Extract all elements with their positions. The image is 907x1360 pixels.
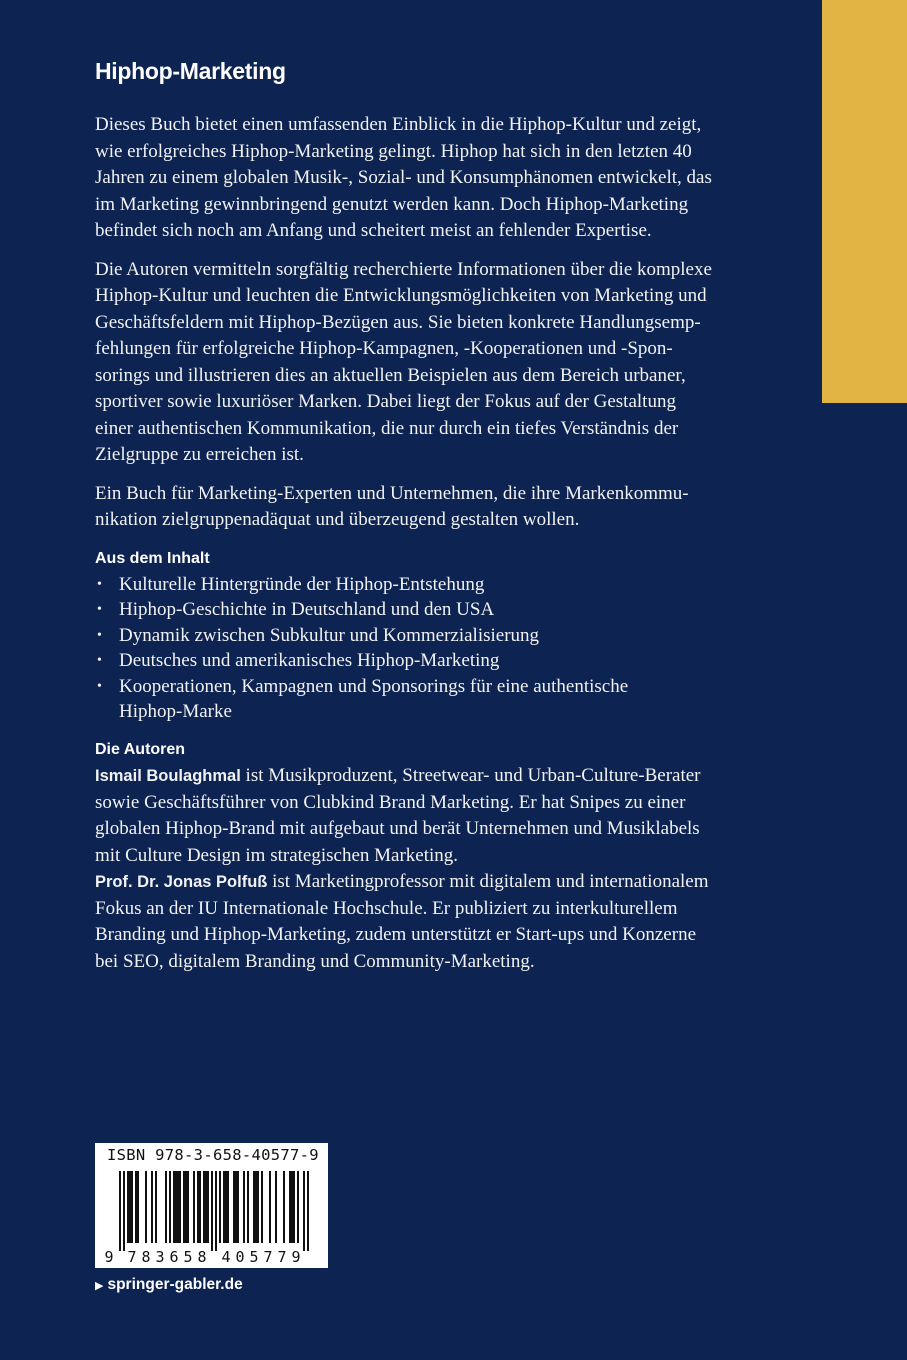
text-line: Zielgruppe zu erreichen ist. [95, 444, 304, 465]
text-line: fehlungen für erfolgreiche Hiphop-Kampagnen, -Kooperationen und -Spon- [95, 338, 673, 359]
list-item [95, 648, 755, 674]
authors-heading: Die Autoren [95, 741, 186, 759]
barcode-digit: 6 [169, 1248, 179, 1265]
barcode-bar [203, 1171, 205, 1243]
barcode-bar [179, 1171, 181, 1243]
bullet-icon: • [97, 678, 102, 694]
text-line: einer authentischen Kommunikation, die nur durch ein tiefes Verständnis der [95, 417, 679, 439]
barcode-bar [261, 1171, 263, 1243]
text-line: Hiphop-Kultur und leuchten die Entwicklungsmöglichkeiten von Marketing und [95, 285, 707, 306]
barcode-bar [227, 1171, 229, 1243]
description [95, 112, 755, 534]
barcode-bar [187, 1171, 189, 1243]
author-name: Ismail Boulaghmal [95, 767, 241, 786]
text-line: Branding und Hiphop-Marketing, zudem unterstützt er Start-ups und Konzerne [95, 924, 696, 946]
bullet-icon: • [97, 602, 102, 618]
isbn-label: ISBN 978-3-658-40577-9 [107, 1146, 319, 1164]
bullet-icon: • [97, 653, 102, 669]
barcode-digit: 9 [291, 1248, 301, 1265]
barcode-bar [127, 1171, 129, 1243]
text-line [95, 869, 755, 896]
barcode-bar [183, 1171, 185, 1243]
barcode-digit: 3 [155, 1248, 165, 1265]
accent-bar [822, 0, 907, 403]
bullet-icon: • [97, 627, 102, 643]
barcode-bar [205, 1171, 207, 1243]
bullet-icon: • [97, 576, 102, 592]
list-item-text: Hiphop-Marke [119, 701, 232, 723]
description-paragraph [95, 481, 755, 534]
barcode-bar [175, 1171, 177, 1243]
barcode-image [101, 1171, 322, 1265]
barcode-bar [165, 1171, 167, 1243]
text-line: Ein Buch für Marketing-Experten und Unternehmen, die ihre Markenkommu- [95, 482, 689, 504]
barcode-bar [219, 1171, 221, 1243]
text-line: mit Culture Design im strategischen Marketing. [95, 844, 459, 866]
book-title: Hiphop-Marketing [95, 58, 286, 84]
play-triangle-icon: ▶ [95, 1280, 104, 1292]
publisher-link[interactable] [95, 1276, 243, 1294]
contents-heading: Aus dem Inhalt [95, 549, 210, 567]
text-line: Geschäftsfeldern mit Hiphop-Bezügen aus. Sie bieten konkrete Handlungsemp- [95, 311, 701, 333]
barcode-bar [119, 1171, 121, 1251]
barcode-bar [291, 1171, 293, 1243]
list-item-text: Kulturelle Hintergründe der Hiphop-Entstehung [119, 573, 485, 595]
text-line: nikation zielgruppenadäquat und überzeugend gestalten wollen. [95, 509, 580, 530]
barcode-bar [145, 1171, 147, 1243]
barcode-bar [235, 1171, 237, 1243]
isbn-barcode [95, 1143, 328, 1268]
barcode-bar [289, 1171, 291, 1243]
barcode-bar [225, 1171, 227, 1243]
barcode-bar [243, 1171, 245, 1243]
barcode-bar [223, 1171, 225, 1243]
contents-list [95, 572, 755, 726]
publisher-link-text: springer-gabler.de [107, 1276, 243, 1293]
barcode-digit: 8 [197, 1248, 207, 1265]
text-line: Fokus an der IU Internationale Hochschule. Er publiziert zu interkulturellem [95, 897, 678, 919]
barcode-bar [207, 1171, 209, 1243]
author-name: Prof. Dr. Jonas Polfuß [95, 873, 268, 892]
barcode-bar [135, 1171, 137, 1243]
author-bio-text: ist Musikproduzent, Streetwear- und Urban-Culture-Berater [240, 765, 701, 787]
barcode-bar [247, 1171, 249, 1243]
author-bio [95, 763, 755, 869]
list-item-text: Deutsches und amerikanisches Hiphop-Marketing [119, 650, 500, 672]
text-line: globalen Hiphop-Brand mit aufgebaut und berät Unternehmen und Musiklabels [95, 818, 700, 840]
barcode-bar [199, 1171, 201, 1243]
barcode-digit: 7 [277, 1248, 287, 1265]
barcode-bar [193, 1171, 195, 1243]
barcode-bar [237, 1171, 239, 1243]
barcode-bar [169, 1171, 171, 1243]
barcode-bar [293, 1171, 295, 1243]
barcode-bar [123, 1171, 125, 1251]
barcode-bar [269, 1171, 271, 1243]
barcode-bar [215, 1171, 217, 1251]
barcode-bar [151, 1171, 153, 1243]
barcode-bar [177, 1171, 179, 1243]
text-line: bei SEO, digitalem Branding und Community-Marketing. [95, 950, 535, 972]
barcode-digit: 5 [183, 1248, 193, 1265]
barcode-bar [185, 1171, 187, 1243]
barcode-bar [303, 1171, 305, 1251]
list-item [95, 623, 755, 649]
description-paragraph [95, 112, 755, 245]
barcode-bar [275, 1171, 277, 1243]
barcode-bar [197, 1171, 199, 1243]
barcode-bar [255, 1171, 257, 1243]
barcode-digit: 5 [249, 1248, 259, 1265]
text-line: Dieses Buch bietet einen umfassenden Einblick in die Hiphop-Kultur und zeigt, [95, 114, 702, 135]
text-line: im Marketing gewinnbringend genutzt werden kann. Doch Hiphop-Marketing [95, 193, 689, 215]
barcode-bar [173, 1171, 175, 1243]
description-paragraph [95, 257, 755, 469]
barcode-digit: 4 [221, 1248, 231, 1265]
author-bio [95, 869, 755, 975]
barcode-bar [233, 1171, 235, 1243]
text-line: befindet sich noch am Anfang und scheitert meist an fehlender Expertise. [95, 220, 652, 241]
barcode-digit: 9 [104, 1248, 114, 1265]
barcode-bar [253, 1171, 255, 1243]
barcode-bar [307, 1171, 309, 1251]
barcode-digit: 8 [141, 1248, 151, 1265]
text-line [95, 763, 755, 790]
list-item-text: Kooperationen, Kampagnen und Sponsorings für eine authentische [119, 675, 629, 697]
text-line: wie erfolgreiches Hiphop-Marketing gelingt. Hiphop hat sich in den letzten 40 [95, 140, 692, 162]
list-item [95, 674, 755, 725]
text-line: Die Autoren vermitteln sorgfältig recherchierte Informationen über die komplexe [95, 258, 712, 280]
list-item-text: Hiphop-Geschichte in Deutschland und den USA [119, 599, 495, 621]
text-line: sorings und illustrieren dies an aktuellen Beispielen aus dem Bereich urbaner, [95, 364, 686, 386]
barcode-digit: 0 [235, 1248, 245, 1265]
text-line: sowie Geschäftsführer von Clubkind Brand Marketing. Er hat Snipes zu einer [95, 791, 686, 813]
list-item [95, 597, 755, 623]
barcode-bar [257, 1171, 259, 1243]
barcode-digit: 7 [127, 1248, 137, 1265]
barcode-bar [283, 1171, 285, 1243]
text-line: sportiver sowie luxuriöser Marken. Dabei liegt der Fokus auf der Gestaltung [95, 391, 676, 412]
barcode-bar [211, 1171, 213, 1251]
barcode-bar [155, 1171, 157, 1243]
barcode-bar [129, 1171, 131, 1243]
back-cover-text [95, 58, 755, 975]
barcode-bar [137, 1171, 139, 1243]
authors-section [95, 763, 755, 975]
barcode-bar [131, 1171, 133, 1243]
text-line: Jahren zu einem globalen Musik-, Sozial- und Konsumphänomen entwickelt, das [95, 167, 712, 188]
author-bio-text: ist Marketingprofessor mit digitalem und internationalem [267, 871, 709, 893]
barcode-digit: 7 [263, 1248, 273, 1265]
barcode-bar [297, 1171, 299, 1243]
list-item-text: Dynamik zwischen Subkultur und Kommerzialisierung [119, 624, 540, 646]
list-item [95, 572, 755, 598]
